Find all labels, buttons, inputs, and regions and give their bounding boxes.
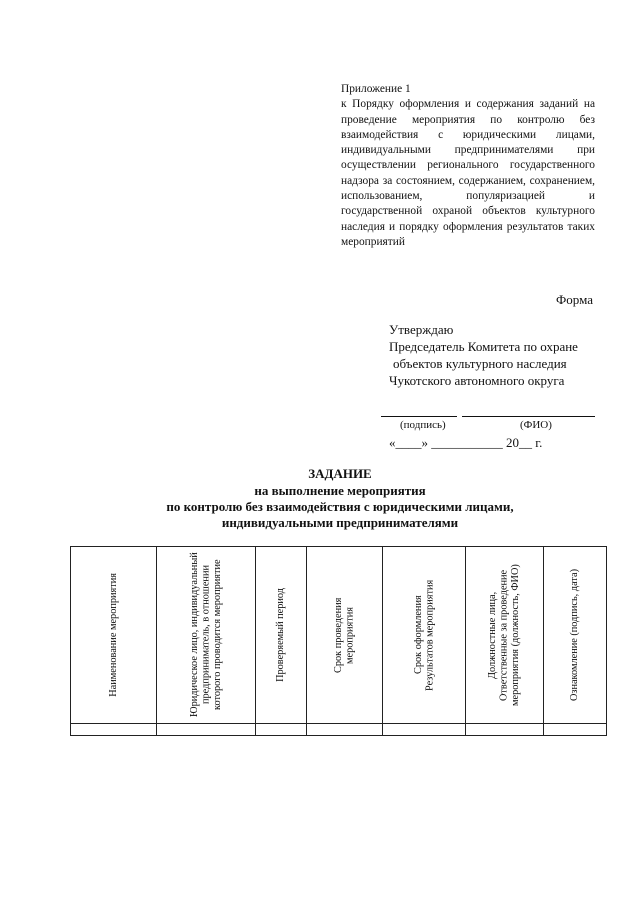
column-header — [71, 547, 157, 724]
column-header-text: Ознакомление (подпись, дата) — [569, 568, 581, 702]
table-cell[interactable] — [466, 724, 544, 736]
table-header-row — [71, 547, 607, 724]
column-header — [466, 547, 544, 724]
task-subtitle-1: на выполнение мероприятия — [254, 483, 426, 498]
table-cell[interactable] — [544, 724, 607, 736]
task-subtitle-3: индивидуальными предпринимателями — [221, 515, 459, 530]
signature-caption: (подпись) — [400, 419, 446, 431]
name-line[interactable] — [462, 416, 595, 417]
table-cell[interactable] — [71, 724, 157, 736]
appendix-block — [341, 82, 595, 250]
name-caption: (ФИО) — [520, 419, 552, 431]
column-header — [383, 547, 466, 724]
appendix-title: Приложение 1 — [341, 83, 411, 95]
signature-line[interactable] — [381, 416, 457, 417]
task-table — [70, 546, 607, 736]
table-cell[interactable] — [307, 724, 383, 736]
approval-heading: Утверждаю — [389, 322, 454, 337]
appendix-body: к Порядку оформления и содержания заданий на проведение мероприятия по контролю без взаимодействия с юридическими лицами, индивидуальными предпринимателями при осуществлении регионального государственного надзора за состоянием, содержанием, сохранением, использованием, популяризацией и государственной охраной объектов культурного наследия и порядку оформления результатов таких мероприятий — [341, 98, 595, 248]
table-cell[interactable] — [256, 724, 307, 736]
column-header — [544, 547, 607, 724]
table-row — [71, 724, 607, 736]
column-header — [256, 547, 307, 724]
approval-date-line[interactable]: «____» ___________ 20__ г. — [389, 435, 543, 450]
table-cell[interactable] — [157, 724, 256, 736]
task-title: ЗАДАНИЕ — [308, 466, 372, 481]
approval-line-1: Председатель Комитета по охране — [389, 339, 578, 354]
column-header — [157, 547, 256, 724]
form-label: Форма — [556, 292, 593, 307]
approval-line-3: Чукотского автономного округа — [389, 373, 565, 388]
column-header-text: Срок проведения мероприятия — [333, 597, 356, 673]
table-cell[interactable] — [383, 724, 466, 736]
column-header-text: Наименование мероприятия — [107, 573, 119, 697]
column-header — [307, 547, 383, 724]
approval-block — [389, 321, 604, 389]
column-header-text: Должностные лица, Ответственные за проведение мероприятия (должность, ФИО) — [487, 564, 522, 706]
column-header-text: Срок оформления Результатов мероприятия — [412, 579, 435, 691]
approval-line-2: объектов культурного наследия — [393, 356, 567, 371]
column-header-text: Проверяемый период — [275, 588, 287, 682]
column-header-text: Юридическое лицо, индивидуальный предприниматель, в отношении которого проводится мероприятие — [188, 552, 223, 718]
task-subtitle-2: по контролю без взаимодействия с юридическими лицами, — [166, 499, 514, 514]
